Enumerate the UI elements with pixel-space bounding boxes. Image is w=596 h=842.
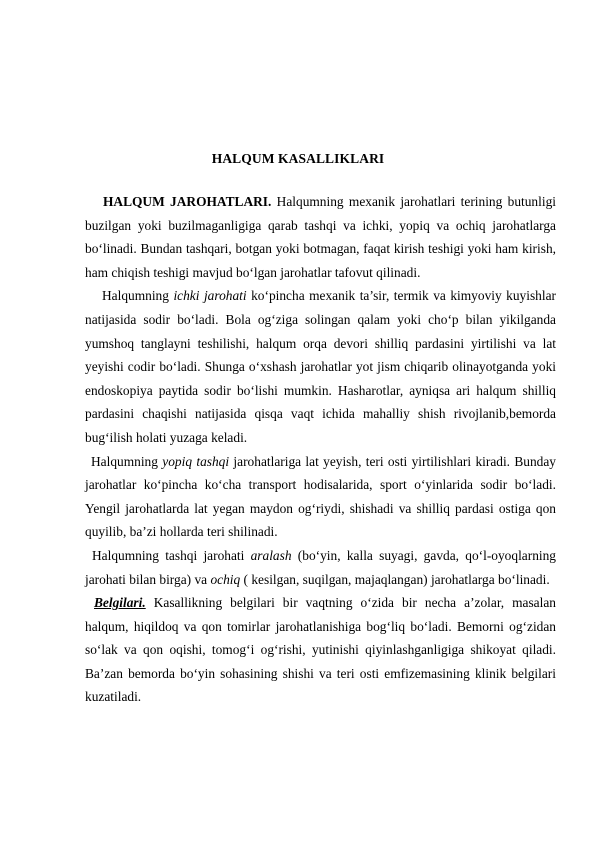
paragraph-text: Halqumning tashqi jarohati — [92, 547, 251, 563]
paragraph-injuries — [85, 190, 556, 284]
emphasis-term: ochiq — [210, 571, 241, 587]
paragraph-text: Halqumning mexanik jarohatlari terining butunligi buzilgan yoki buzilmaganligiga qarab tashqi va ichki, yopiq va ochiq jarohatlarga bo‘linadi. Bundan tashqari, botgan yoki botmagan, faqat kirish teshigi yoki ham kirish, ham chiqish teshigi mavjud bo‘lgan jarohatlar tafovut qilinadi. — [85, 194, 556, 280]
symptoms-heading — [94, 595, 146, 610]
paragraph-external-injury — [85, 544, 556, 591]
paragraph-text: ( kesilgan, suqilgan, majaqlangan) jarohatlarga bo‘linadi. — [240, 571, 550, 587]
paragraph-text: jarohatlariga lat yeyish, teri osti yirtilishlari kiradi. Bunday jarohatlar ko‘pincha ko‘cha transport hodisalarida, sport o‘yinlarida sodir bo‘ladi. Yengil jarohatlarda lat yegan maydon og‘riydi, shishadi va shilliq pardasi ostiga qon quyilib, ba’zi hollarda teri shilinadi. — [85, 453, 557, 540]
symptoms-heading-text: Belgilari. — [94, 595, 146, 611]
page-title: HALQUM KASALLIKLARI — [211, 151, 385, 166]
emphasis-term: aralash — [250, 547, 292, 563]
emphasis-term: ichki jarohati — [173, 288, 247, 304]
paragraph-closed-injury — [85, 450, 556, 544]
paragraph-symptoms — [85, 591, 556, 709]
emphasis-term: yopiq tashqi — [162, 453, 230, 469]
section-heading: HALQUM JAROHATLARI. — [103, 194, 272, 209]
paragraph-text: Halqumning — [102, 288, 174, 304]
paragraph-text: ko‘pincha mexanik ta’sir, termik va kimyoviy kuyishlar natijasida sodir bo‘ladi. Bola og‘ziga solingan qalam yoki cho‘p bilan yikilganda yumshoq tanglayni teshilishi, halqum orqa devori shilliq pardasini yirtilishi va lat yeyishi codir bo‘ladi. Shunga o‘xshash jarohatlar yot jism chiqarib olinayotganda yoki endoskopiya paytida sodir bo‘lishi mumkin. Hasharotlar, ayniqsa ari halqum shilliq pardasini chaqishi natijasida qisqa vaqt ichida mahalliy shish rivojlanib,bemorda bug‘ilish holati yuzaga keladi. — [85, 288, 557, 445]
paragraph-text: Kasallikning belgilari bir vaqtning o‘zida bir necha a’zolar, masalan halqum, hiqildoq va qon tomirlar jarohatlanishiga bog‘liq bo‘ladi. Bemorni og‘zidan so‘lak va qon oqishi, tomog‘i og‘rishi, yutinishi qiyinlashganligiga shikoyat qiladi. Ba’zan bemorda bo‘yin sohasining shishi va teri osti emfizemasining klinik belgilari kuzatiladi. — [85, 595, 556, 705]
paragraph-text: Halqumning — [91, 453, 163, 469]
document-body — [85, 190, 556, 709]
paragraph-text: (bo‘yin, kalla suyagi, gavda, qo‘l-oyoqlarning jarohati bilan birga) va — [85, 547, 556, 587]
paragraph-internal-injury — [85, 284, 556, 449]
